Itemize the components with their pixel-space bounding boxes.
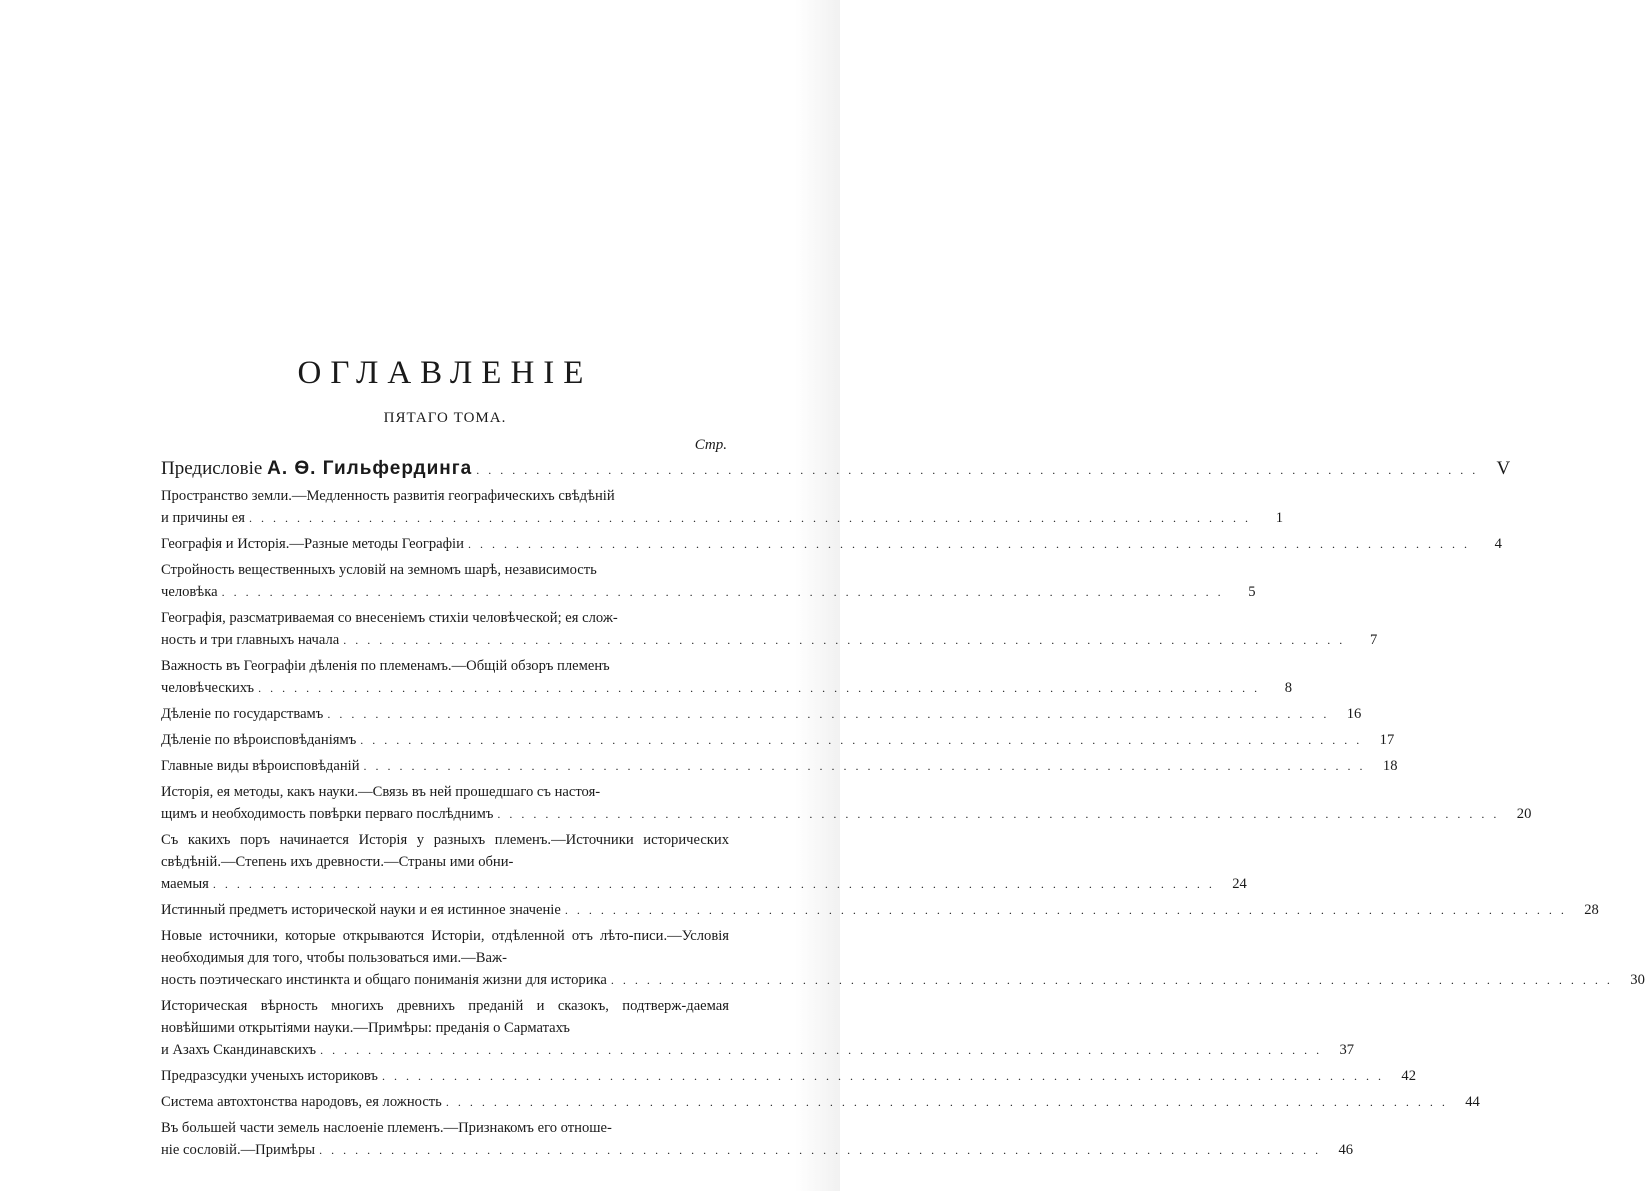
page-number: 7	[1369, 632, 1378, 648]
dot-leader: . . . . . . . . . . . . . . . . . . . . . . . . . . . . . . . . . . . . . . . . . . . . . . . . . . . . . . . . . . . . . . . . . . . . . . . . . . . . . . . . . . . .	[327, 707, 1330, 721]
page-number: V	[1496, 458, 1511, 479]
toc-entry	[161, 456, 1511, 483]
page-number: 18	[1382, 758, 1398, 774]
dot-leader: . . . . . . . . . . . . . . . . . . . . . . . . . . . . . . . . . . . . . . . . . . . . . . . . . . . . . . . . . . . . . . . . . . . . . . . . . . . . . . . . . . . .	[381, 1069, 1384, 1083]
entry-last-line: Истинный предметъ исторической науки и ея истинное значеніе	[161, 902, 561, 918]
toc-entry	[161, 1117, 1354, 1161]
dot-leader: . . . . . . . . . . . . . . . . . . . . . . . . . . . . . . . . . . . . . . . . . . . . . . . . . . . . . . . . . . . . . . . . . . . . . . . . . . . . . . . . . . . .	[564, 903, 1567, 917]
entry-text: Въ большей части земель наслоеніе племенъ.—Признакомъ его отноше-	[161, 1120, 612, 1136]
page-number: 1	[1275, 510, 1283, 526]
dot-leader: . . . . . . . . . . . . . . . . . . . . . . . . . . . . . . . . . . . . . . . . . . . . . . . . . . . . . . . . . . . . . . . . . . . . . . . . . . . . . . . . . . . .	[248, 511, 1251, 525]
entry-text: Предисловіе	[161, 458, 268, 479]
page-number: 28	[1584, 902, 1599, 918]
toc-entry	[161, 899, 1599, 921]
entry-text: Съ какихъ поръ начинается Исторія у разныхъ племенъ.—Источники исторических свѣдѣній.—Степень ихъ древности.—Страны ими обни-	[161, 832, 729, 870]
dot-leader: . . . . . . . . . . . . . . . . . . . . . . . . . . . . . . . . . . . . . . . . . . . . . . . . . . . . . . . . . . . . . . . . . . . . . . . . . . . . . . . . . . . .	[610, 973, 1613, 987]
entry-last-line: Дѣленіе по государствамъ	[161, 706, 324, 722]
dot-leader: . . . . . . . . . . . . . . . . . . . . . . . . . . . . . . . . . . . . . . . . . . . . . . . . . . . . . . . . . . . . . . . . . . . . . . . . . . . . . . . . . . . .	[343, 633, 1346, 647]
toc-list	[161, 456, 1645, 1161]
dot-leader: . . . . . . . . . . . . . . . . . . . . . . . . . . . . . . . . . . . . . . . . . . . . . . . . . . . . . . . . . . . . . . . . . . . . . . . . . . . . . . . . . . . .	[363, 759, 1366, 773]
entry-last-line: человѣка	[161, 584, 218, 600]
dot-leader: . . . . . . . . . . . . . . . . . . . . . . . . . . . . . . . . . . . . . . . . . . . . . . . . . . . . . . . . . . . . . . . . . . . . . . . . . . . . . . . . . . . .	[467, 537, 1470, 551]
toc-entry	[161, 703, 1362, 725]
entry-text: Географія, разсматриваемая со внесеніемъ стихіи человѣческой; ея слож-	[161, 610, 618, 626]
toc-entry	[161, 995, 1355, 1061]
entry-last-line: маемыя	[161, 876, 209, 892]
dot-leader: . . . . . . . . . . . . . . . . . . . . . . . . . . . . . . . . . . . . . . . . . . . . . . . . . . . . . . . . . . . . . . . . . . . . . . . . . . . . . . . . . . . .	[258, 681, 1261, 695]
toc-entry	[161, 533, 1502, 555]
dot-leader: . . . . . . . . . . . . . . . . . . . . . . . . . . . . . . . . . . . . . . . . . . . . . . . . . . . . . . . . . . . . . . . . . . . . . . . . . . . . . . . . . . . .	[221, 585, 1224, 599]
toc-entry	[161, 1065, 1416, 1087]
page-column-label: Стр.	[694, 437, 727, 453]
dot-leader: . . . . . . . . . . . . . . . . . . . . . . . . . . . . . . . . . . . . . . . . . . . . . . . . . . . . . . . . . . . . . . . . . . . . . . . . . . . . . . . . . . . .	[360, 733, 1363, 747]
entry-last-line: ность поэтическаго инстинкта и общаго пониманія жизни для историка	[161, 972, 607, 988]
toc-entry	[161, 729, 1395, 751]
entry-last-line: Предразсудки ученыхъ историковъ	[161, 1068, 378, 1084]
page-number: 4	[1494, 536, 1502, 552]
entry-last-line: и Азахъ Скандинавскихъ	[161, 1042, 317, 1058]
page-number: 42	[1401, 1068, 1416, 1084]
entry-last-line: Главные виды вѣроисповѣданій	[161, 758, 360, 774]
entry-last-line: и причины ея	[161, 510, 245, 526]
volume-subtitle: ПЯТАГО ТОМА.	[383, 410, 507, 426]
toc-entry	[161, 755, 1398, 777]
entry-text: Историческая вѣрность многихъ древнихъ преданій и сказокъ, подтверж-даемая новѣйшими открытіями науки.—Примѣры: преданія о Сарматахъ	[161, 998, 729, 1036]
page-number: 37	[1339, 1042, 1355, 1058]
toc-entry	[161, 925, 1645, 991]
entry-last-line: ность и три главныхъ начала	[161, 632, 340, 648]
toc-entry	[161, 781, 1532, 825]
toc-entry	[161, 829, 1247, 895]
entry-text: Исторія, ея методы, какъ науки.—Связь въ ней прошедшаго съ настоя-	[161, 784, 601, 800]
page-number: 5	[1248, 584, 1256, 600]
entry-last-line: щимъ и необходимость повѣрки перваго послѣднимъ	[161, 806, 494, 822]
dot-leader: . . . . . . . . . . . . . . . . . . . . . . . . . . . . . . . . . . . . . . . . . . . . . . . . . . . . . . . . . . . . . . . . . . . . . . . . . . . . . . . . . . . .	[476, 463, 1479, 477]
dot-leader: . . . . . . . . . . . . . . . . . . . . . . . . . . . . . . . . . . . . . . . . . . . . . . . . . . . . . . . . . . . . . . . . . . . . . . . . . . . . . . . . . . . .	[497, 807, 1500, 821]
author-name: А. Ѳ. Гильфердинга	[267, 458, 473, 479]
entry-last-line: Дѣленіе по вѣроисповѣданіямъ	[161, 732, 357, 748]
page-number: 17	[1379, 732, 1395, 748]
entry-last-line: ніе сословій.—Примѣры	[161, 1142, 316, 1158]
dot-leader: . . . . . . . . . . . . . . . . . . . . . . . . . . . . . . . . . . . . . . . . . . . . . . . . . . . . . . . . . . . . . . . . . . . . . . . . . . . . . . . . . . . .	[212, 877, 1215, 891]
dot-leader: . . . . . . . . . . . . . . . . . . . . . . . . . . . . . . . . . . . . . . . . . . . . . . . . . . . . . . . . . . . . . . . . . . . . . . . . . . . . . . . . . . . .	[319, 1143, 1322, 1157]
entry-text: Важность въ Географіи дѣленія по племенамъ.—Общій обзоръ племенъ	[161, 658, 610, 674]
entry-text: Новые источники, которые открываются Исторіи, отдѣленной отъ лѣто-писи.—Условія необходимыя для того, чтобы пользоваться ими.—Важ-	[161, 928, 729, 966]
toc-entry	[161, 1091, 1480, 1113]
toc-entry	[161, 559, 1256, 603]
entry-text: Стройность вещественныхъ условій на земномъ шарѣ, независимость	[161, 562, 597, 578]
toc-entry	[161, 607, 1378, 651]
page-number: 8	[1284, 680, 1293, 696]
toc-entry	[161, 485, 1283, 529]
entry-last-line: человѣческихъ	[161, 680, 255, 696]
page-number: 20	[1516, 806, 1532, 822]
dot-leader: . . . . . . . . . . . . . . . . . . . . . . . . . . . . . . . . . . . . . . . . . . . . . . . . . . . . . . . . . . . . . . . . . . . . . . . . . . . . . . . . . . . .	[320, 1043, 1323, 1057]
entry-text: Пространство земли.—Медленность развитія географическихъ свѣдѣній	[161, 488, 615, 504]
page-number: 30	[1630, 972, 1645, 988]
page-number: 46	[1338, 1142, 1354, 1158]
page-number: 16	[1346, 706, 1362, 722]
entry-last-line: Система автохтонства народовъ, ея ложность	[161, 1094, 442, 1110]
page-title: ОГЛАВЛЕНІЕ	[297, 355, 593, 391]
page-number: 24	[1232, 876, 1247, 892]
dot-leader: . . . . . . . . . . . . . . . . . . . . . . . . . . . . . . . . . . . . . . . . . . . . . . . . . . . . . . . . . . . . . . . . . . . . . . . . . . . . . . . . . . . .	[445, 1095, 1448, 1109]
entry-last-line: Географія и Исторія.—Разные методы Географіи	[161, 536, 464, 552]
toc-entry	[161, 655, 1293, 699]
table-of-contents-page	[161, 340, 1645, 1165]
page-number: 44	[1465, 1094, 1480, 1110]
